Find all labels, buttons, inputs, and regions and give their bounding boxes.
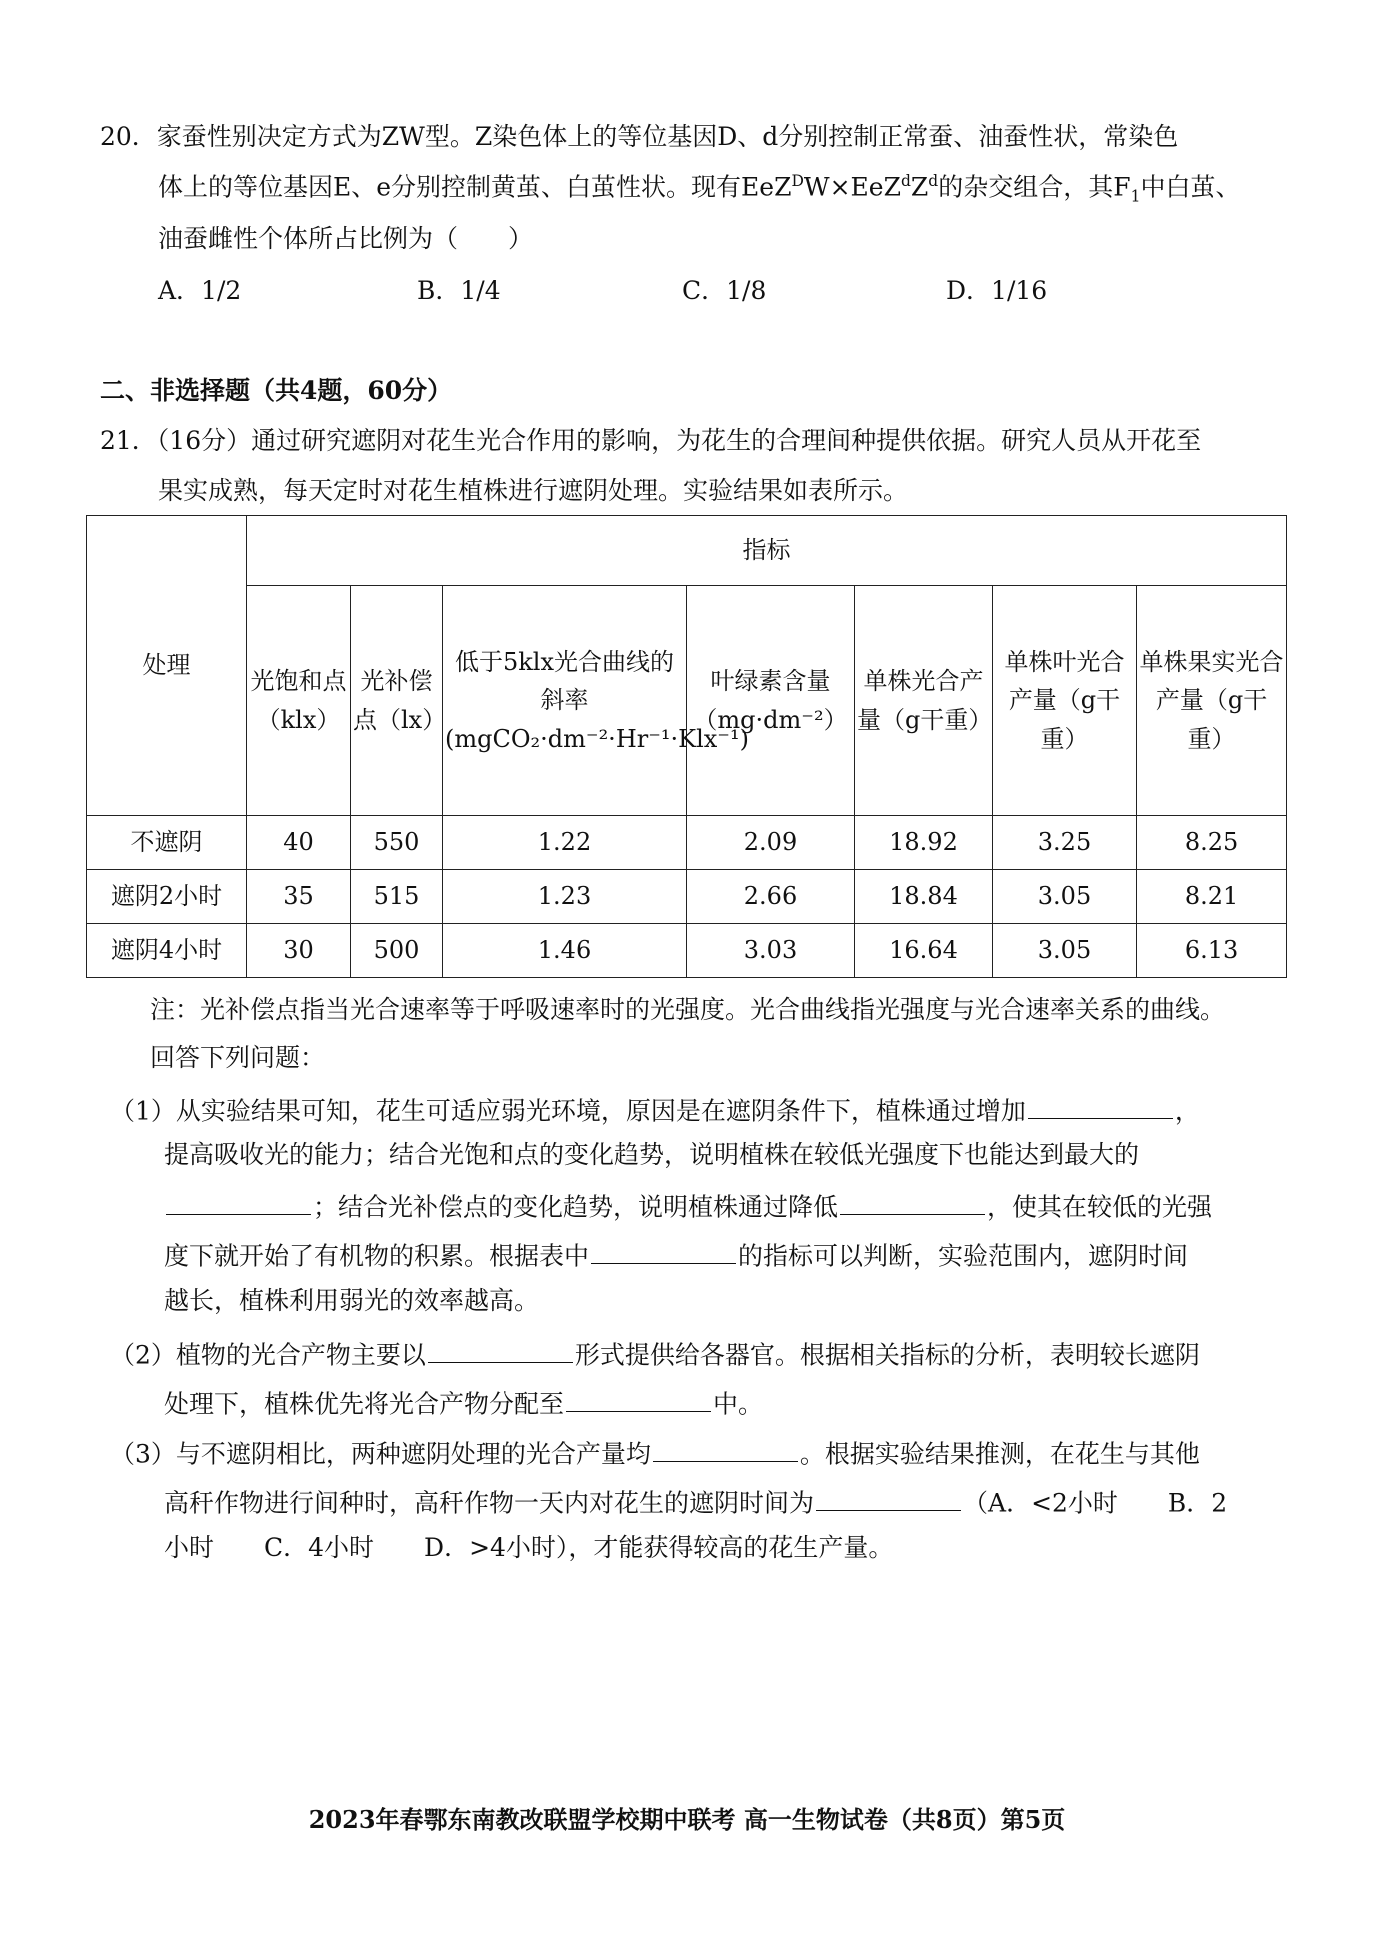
answer-prompt: 回答下列问题： [150,1043,326,1072]
q20-line1: 20．家蚕性别决定方式为ZW型。Z染色体上的等位基因D、d分别控制正常蚕、油蚕性状，常染色 [100,122,1179,151]
q20-line2: 体上的等位基因E、e分别控制黄茧、白茧性状。现有$EeZ^DW\times EeZ^dZ^d$的杂交组合，其$F_1$中白茧、 [158,172,1241,206]
table-cell: 3.05 [993,924,1137,978]
table-cell: 8.25 [1137,816,1287,870]
answer-blank[interactable] [1028,1092,1173,1119]
page-footer: 2023年春鄂东南教改联盟学校期中联考 高一生物试卷（共8页）第5页 [308,1805,1066,1834]
table-header-plant-yield: 单株光合产量（g干重） [855,586,993,816]
table-note: 注：光补偿点指当光合速率等于呼吸速率时的光强度。光合曲线指光强度与光合速率关系的曲线。 [150,995,1226,1024]
table-cell: 2.66 [687,870,855,924]
table-cell: 2.09 [687,816,855,870]
answer-blank[interactable] [840,1188,985,1215]
table-corner-treatment: 处理 [87,516,247,816]
table-cell: 1.22 [443,816,687,870]
table-cell: 40 [247,816,351,870]
q21-p1-line2: 提高吸收光的能力；结合光饱和点的变化趋势，说明植株在较低光强度下也能达到最大的 [164,1140,1140,1169]
table-cell: 3.25 [993,816,1137,870]
table-cell: 18.84 [855,870,993,924]
answer-blank[interactable] [591,1237,736,1264]
q20-option-d: D．1/16 [946,276,1048,305]
q20-option-b: B．1/4 [417,276,501,305]
table-header-light-saturation: 光饱和点（klx） [247,586,351,816]
q21-p1-line1: （1）从实验结果可知，花生可适应弱光环境，原因是在遮阴条件下，植株通过增加 ， [110,1092,1200,1126]
q21-p3-line1: （3）与不遮阴相比，两种遮阴处理的光合产量均 。根据实验结果推测，在花生与其他 [110,1435,1200,1469]
table-group-header: 指标 [247,516,1287,586]
q20-line3: 油蚕雌性个体所占比例为（ ） [158,224,534,253]
table-cell: 30 [247,924,351,978]
table-cell: 6.13 [1137,924,1287,978]
table-cell: 18.92 [855,816,993,870]
table-cell: 3.05 [993,870,1137,924]
q21-p2-line1: （2）植物的光合产物主要以 形式提供给各器官。根据相关指标的分析，表明较长遮阴 [110,1336,1200,1370]
table-cell: 500 [351,924,443,978]
q20-option-a: A．1/2 [158,276,242,305]
row-label: 遮阴4小时 [87,924,247,978]
table-cell: 16.64 [855,924,993,978]
table-cell: 1.23 [443,870,687,924]
table-cell: 1.46 [443,924,687,978]
q21-p1-line3: ；结合光补偿点的变化趋势，说明植株通过降低 ，使其在较低的光强 [164,1188,1212,1222]
table-header-leaf-yield: 单株叶光合产量（g干重） [993,586,1137,816]
answer-blank[interactable] [816,1484,961,1511]
q21-p1-line4: 度下就开始了有机物的积累。根据表中 的指标可以判断，实验范围内，遮阴时间 [164,1237,1188,1271]
answer-blank[interactable] [166,1188,311,1215]
answer-blank[interactable] [428,1336,573,1363]
table-cell: 550 [351,816,443,870]
shading-results-table [86,515,1287,978]
q21-intro-line2: 果实成熟，每天定时对花生植株进行遮阴处理。实验结果如表所示。 [158,476,909,505]
table-header-chlorophyll: 叶绿素含量（mg·dm⁻²） [687,586,855,816]
answer-blank[interactable] [566,1385,711,1412]
table-header-fruit-yield: 单株果实光合产量（g干重） [1137,586,1287,816]
table-cell: 8.21 [1137,870,1287,924]
q21-p2-line2: 处理下，植株优先将光合产物分配至 中。 [164,1385,763,1419]
table-cell: 35 [247,870,351,924]
table-cell: 515 [351,870,443,924]
table-cell: 3.03 [687,924,855,978]
table-row [87,924,1287,978]
table-row [87,870,1287,924]
answer-blank[interactable] [653,1435,798,1462]
q21-p3-line3: 小时 C．4小时 D．>4小时），才能获得较高的花生产量。 [164,1533,894,1562]
q21-p1-line5: 越长，植株利用弱光的效率越高。 [164,1286,540,1315]
q21-intro-line1: 21．（16分）通过研究遮阴对花生光合作用的影响，为花生的合理间种提供依据。研究人员从开花至 [100,426,1202,455]
q20-option-c: C．1/8 [682,276,767,305]
row-label: 不遮阴 [87,816,247,870]
q21-p3-line2: 高秆作物进行间种时，高秆作物一天内对花生的遮阴时间为 （A．<2小时 B．2 [164,1484,1227,1518]
table-header-curve-slope: 低于5klx光合曲线的斜率(mgCO₂·dm⁻²·Hr⁻¹·Klx⁻¹) [443,586,687,816]
section2-title: 二、非选择题（共4题，60分） [100,376,453,405]
table-row [87,816,1287,870]
table-header-light-compensation: 光补偿点（lx） [351,586,443,816]
row-label: 遮阴2小时 [87,870,247,924]
